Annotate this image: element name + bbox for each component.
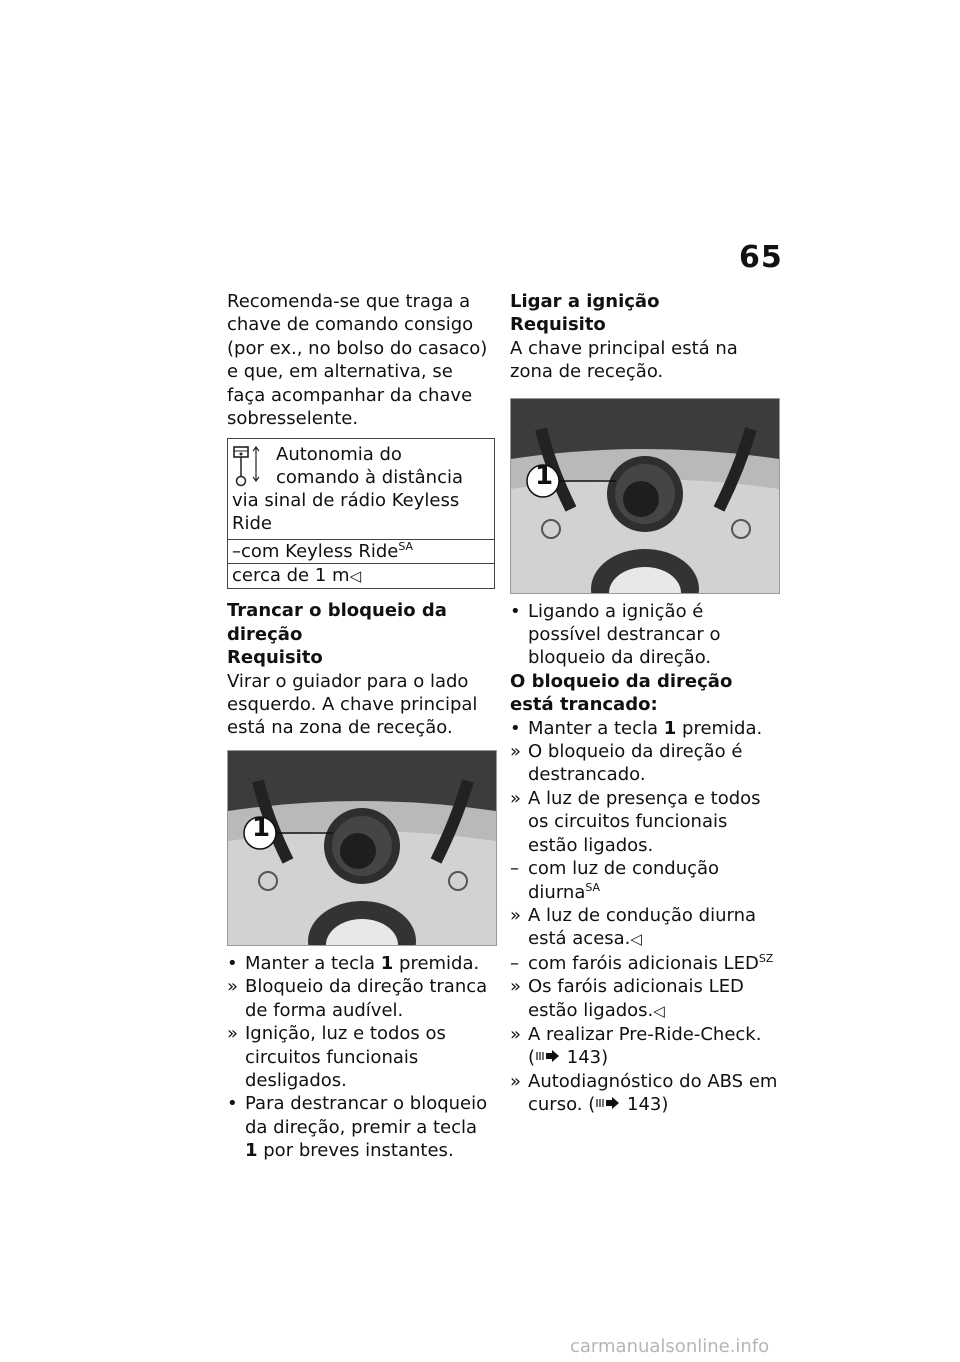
item-text: Ignição, luz e todos os circuitos funcionais desligados. <box>245 1023 446 1091</box>
left-column <box>227 290 495 1163</box>
requisite-label: Requisito <box>227 647 323 669</box>
end-mark-icon: ◁ <box>349 567 362 586</box>
section-title-ignition: Ligar a ignição <box>510 291 660 312</box>
list-item <box>510 717 782 740</box>
item-text: Bloqueio da direção tranca de forma audível. <box>245 976 488 1021</box>
item-text: A luz de presença e todos os circuitos funcionais estão ligados. <box>528 787 761 856</box>
result-icon: » <box>510 741 522 763</box>
ref-page-number: 143 <box>566 1047 602 1069</box>
item-text: Os faróis adicionais LED estão ligados. <box>528 976 744 1021</box>
result-icon: » <box>227 976 239 998</box>
result-icon: » <box>510 904 522 926</box>
spec-title: Autonomia do comando à distância via sinal de rádio Keyless Ride <box>232 444 464 535</box>
item-text: O bloqueio da direção é destrancado. <box>528 741 743 786</box>
item-sup: SA <box>585 880 601 894</box>
bullet-icon: • <box>510 717 521 739</box>
figure-callout-label: 1 <box>252 812 271 843</box>
condition-item <box>510 857 782 904</box>
list-item <box>510 904 782 952</box>
right-column <box>510 290 782 1117</box>
page-reference[interactable] <box>588 1094 668 1115</box>
item-sup: SZ <box>758 951 774 965</box>
spec-condition: –com Keyless Ride <box>232 541 399 563</box>
condition-item <box>510 952 782 975</box>
requisite-text: Virar o guiador para o lado esquerdo. A chave principal está na zona de receção. <box>227 670 478 739</box>
item-text: com faróis adicionais LED <box>528 952 759 974</box>
spec-value-row <box>228 563 494 588</box>
spec-condition-sup: SA <box>398 540 414 554</box>
page-ref-arrow-icon <box>535 1047 561 1068</box>
item-text: A luz de condução diurna está acesa. <box>528 904 757 950</box>
subhead-locked: O bloqueio da direção está trancado: <box>510 670 733 716</box>
end-mark-icon: ◁ <box>653 1001 665 1020</box>
item-text: Manter a tecla <box>245 952 381 974</box>
list-item <box>510 975 782 1023</box>
end-mark-icon: ◁ <box>630 930 642 949</box>
item-text: Autodiagnóstico do ABS em curso. <box>528 1070 778 1116</box>
list-item <box>227 1022 495 1092</box>
list-item <box>510 740 782 787</box>
item-key: 1 <box>245 1140 258 1162</box>
item-text: premida. <box>676 717 763 739</box>
item-text: com luz de condução diurna <box>528 858 720 903</box>
item-text: premida. <box>393 952 480 974</box>
item-key: 1 <box>663 717 677 739</box>
result-icon: » <box>510 787 522 809</box>
item-key: 1 <box>380 952 394 974</box>
bullet-icon: • <box>227 952 238 974</box>
ref-paren: ( <box>528 1047 536 1069</box>
range-spec-box <box>227 438 495 589</box>
ignition-switch-figure <box>510 398 780 594</box>
key-remote-icon <box>232 443 262 489</box>
item-text: Manter a tecla <box>528 717 664 739</box>
spec-header <box>228 439 494 539</box>
list-item <box>227 975 495 1022</box>
bullet-icon: • <box>510 600 521 622</box>
item-text: A realizar Pre-Ride-Check. <box>528 1023 762 1045</box>
list-item <box>227 1092 495 1162</box>
requisite-text: A chave principal está na zona de receção. <box>510 337 738 383</box>
result-icon: » <box>227 1023 239 1045</box>
list-item <box>510 1070 782 1117</box>
page-ref-arrow-icon <box>595 1094 621 1115</box>
item-text: Ligando a ignição é possível destrancar o bloqueio da direção. <box>528 600 721 669</box>
result-icon: » <box>510 976 522 998</box>
dash-icon: – <box>510 952 519 974</box>
spec-condition-row <box>228 539 494 563</box>
ref-page-number: 143 <box>627 1094 662 1116</box>
ref-paren: ) <box>601 1047 609 1069</box>
result-icon: » <box>510 1023 522 1045</box>
figure-callout-label: 1 <box>535 460 554 491</box>
ignition-switch-figure <box>227 750 497 946</box>
list-item <box>510 787 782 857</box>
requisite-label: Requisito <box>510 314 606 336</box>
ref-paren: ) <box>661 1094 669 1116</box>
list-item <box>510 600 782 670</box>
result-icon: » <box>510 1070 522 1092</box>
list-item <box>227 952 495 975</box>
item-text: por breves instantes. <box>257 1140 454 1162</box>
intro-paragraph: Recomenda-se que traga a chave de comando consigo (por ex., no bolso do casaco) e que, em alternativa, se faça acompanhar da chave sobresselente. <box>227 291 488 430</box>
page-number: 65 <box>739 240 783 275</box>
page-reference[interactable] <box>528 1047 608 1068</box>
watermark-footer: carmanualsonline.info <box>570 1336 770 1357</box>
ref-paren: ( <box>588 1094 596 1116</box>
list-item <box>510 1023 782 1070</box>
dash-icon: – <box>510 858 519 880</box>
bullet-icon: • <box>227 1093 238 1115</box>
item-text: Para destrancar o bloqueio da direção, premir a tecla <box>245 1093 488 1138</box>
spec-value: cerca de 1 m <box>232 565 350 587</box>
section-title-lock: Trancar o bloqueio da direção <box>227 600 447 645</box>
